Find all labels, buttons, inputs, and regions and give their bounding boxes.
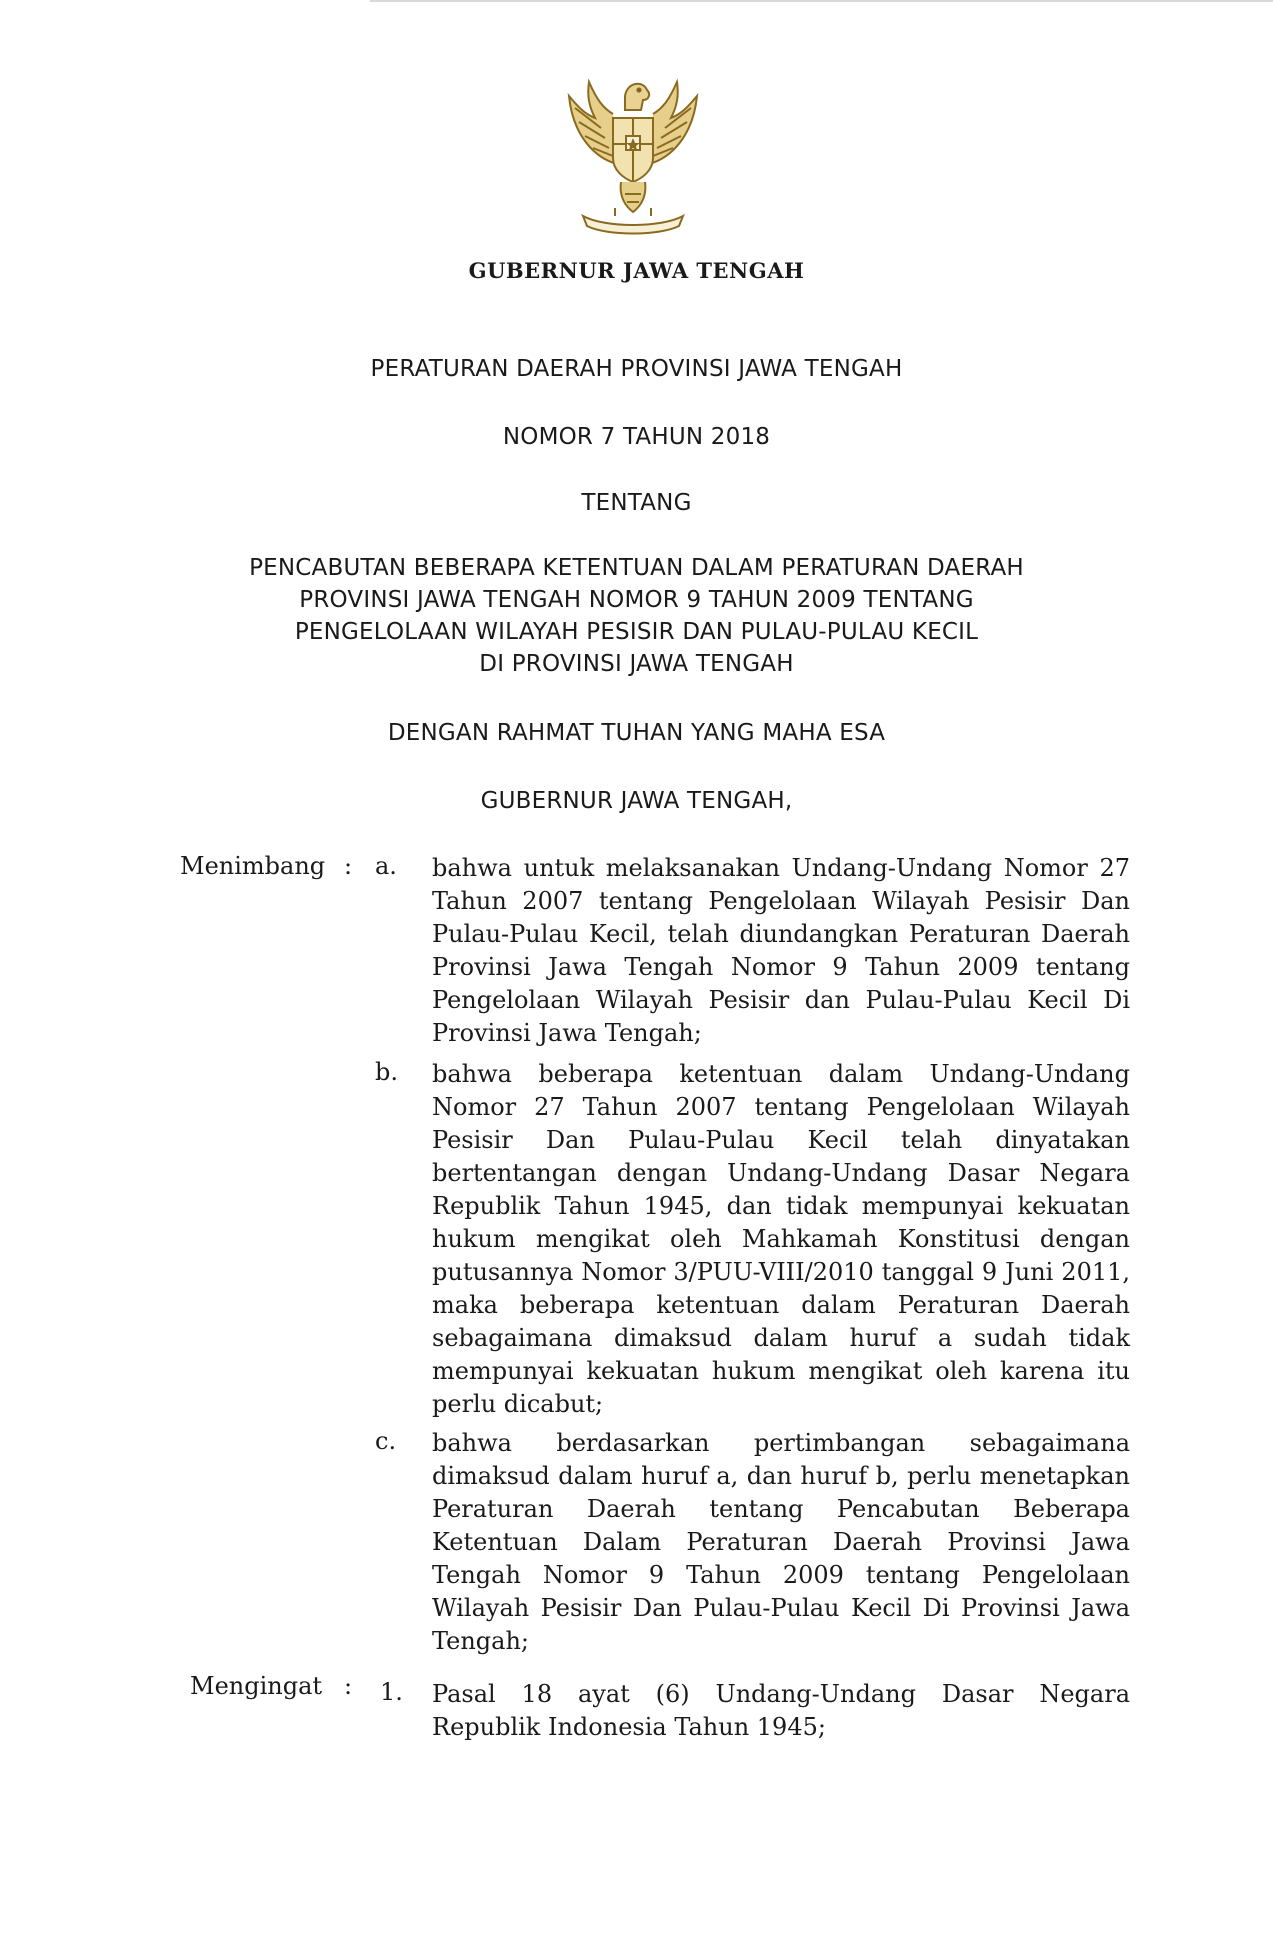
item-marker: b. [375, 1058, 398, 1086]
item-marker: c. [375, 1427, 397, 1455]
subject-line: PROVINSI JAWA TENGAH NOMOR 9 TAHUN 2009 TENTANG [299, 587, 974, 613]
mengingat-item-1: Pasal 18 ayat (6) Undang-Undang Dasar Negara Republik Indonesia Tahun 1945; [432, 1680, 1130, 1741]
regulation-type: PERATURAN DAERAH PROVINSI JAWA TENGAH [370, 356, 903, 382]
mengingat-colon: : [344, 1672, 353, 1700]
menimbang-label: Menimbang [180, 852, 326, 880]
mengingat-label: Mengingat [190, 1672, 323, 1700]
governor-heading: GUBERNUR JAWA TENGAH [468, 258, 805, 283]
menimbang-colon: : [344, 852, 353, 880]
blessing-line: DENGAN RAHMAT TUHAN YANG MAHA ESA [387, 720, 886, 746]
item-marker: a. [375, 852, 397, 880]
menimbang-item-a: bahwa untuk melaksanakan Undang-Undang Nomor 27 Tahun 2007 tentang Pengelolaan Wilayah Pesisir Dan Pulau-Pulau Kecil, telah diundangkan Peraturan Daerah Provinsi Jawa Tengah Nomor 9 Tahun 2009 tentang Pengelolaan Wilayah Pesisir dan Pulau-Pulau Kecil Di Provinsi Jawa Tengah; [432, 854, 1130, 1047]
subject-line: PENGELOLAAN WILAYAH PESISIR DAN PULAU-PULAU KECIL [294, 619, 979, 645]
regulation-subject [0, 552, 1273, 680]
garuda-pancasila-emblem-icon [555, 66, 711, 246]
regulation-about: TENTANG [581, 490, 692, 516]
scan-edge [370, 0, 1273, 2]
item-marker: 1. [380, 1678, 403, 1706]
enactor-line: GUBERNUR JAWA TENGAH, [480, 788, 793, 814]
menimbang-item-b: bahwa beberapa ketentuan dalam Undang-Undang Nomor 27 Tahun 2007 tentang Pengelolaan Wilayah Pesisir Dan Pulau-Pulau Kecil telah dinyatakan bertentangan dengan Undang-Undang Dasar Negara Republik Tahun 1945, dan tidak mempunyai kekuatan hukum mengikat oleh Mahkamah Konstitusi dengan putusannya Nomor 3/PUU-VIII/2010 tanggal 9 Juni 2011, maka beberapa ketentuan dalam Peraturan Daerah sebagaimana dimaksud dalam huruf a sudah tidak mempunyai kekuatan hukum mengikat oleh karena itu perlu dicabut; [432, 1060, 1130, 1418]
menimbang-item-c: bahwa berdasarkan pertimbangan sebagaimana dimaksud dalam huruf a, dan huruf b, perlu menetapkan Peraturan Daerah tentang Pencabutan Beberapa Ketentuan Dalam Peraturan Daerah Provinsi Jawa Tengah Nomor 9 Tahun 2009 tentang Pengelolaan Wilayah Pesisir Dan Pulau-Pulau Kecil Di Provinsi Jawa Tengah; [432, 1429, 1130, 1655]
subject-line: PENCABUTAN BEBERAPA KETENTUAN DALAM PERATURAN DAERAH [249, 555, 1024, 581]
subject-line: DI PROVINSI JAWA TENGAH [479, 651, 794, 677]
regulation-number: NOMOR 7 TAHUN 2018 [502, 424, 771, 450]
